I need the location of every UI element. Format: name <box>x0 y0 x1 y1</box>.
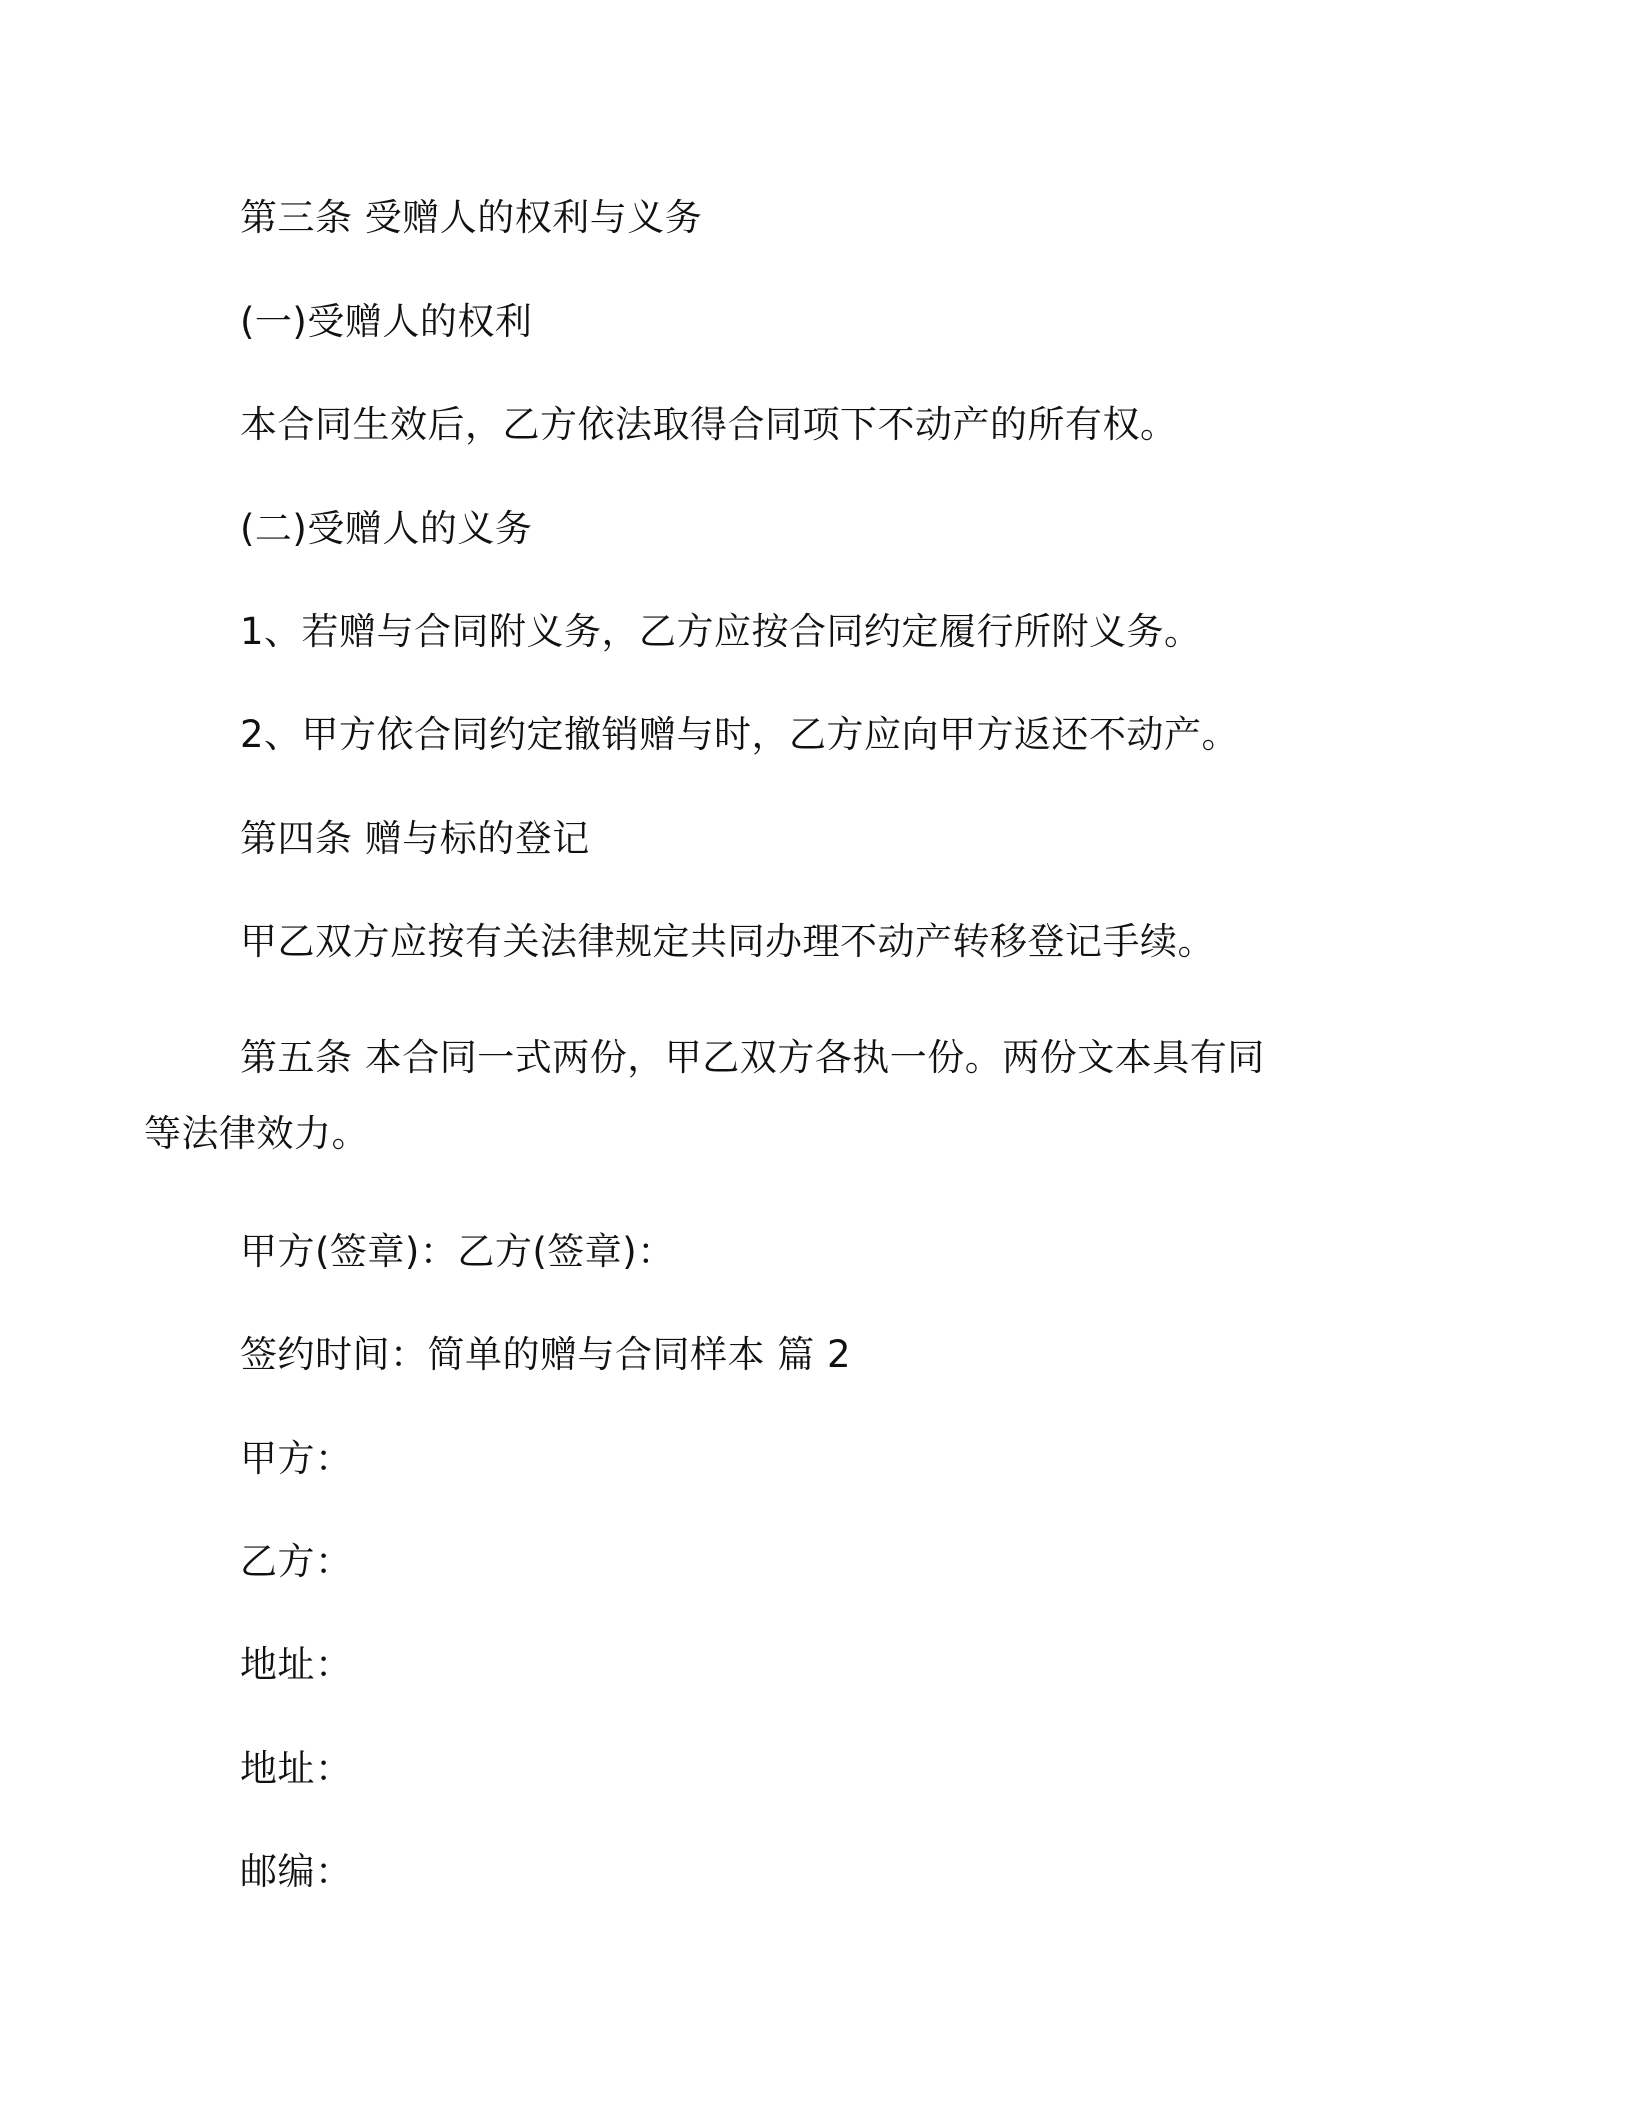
postcode-field: 邮编： <box>240 1850 353 1893</box>
address-field: 地址： <box>240 1643 353 1686</box>
section-1-heading: (一)受赠人的权利 <box>240 300 533 343</box>
address-field: 地址： <box>240 1747 353 1790</box>
article-4-heading: 第四条 赠与标的登记 <box>240 817 590 860</box>
signature-line: 甲方(签章)：乙方(签章)： <box>240 1230 675 1273</box>
party-b-field: 乙方： <box>240 1540 353 1583</box>
party-a-field: 甲方： <box>240 1437 353 1480</box>
section-2-heading: (二)受赠人的义务 <box>240 507 533 550</box>
paragraph: 甲乙双方应按有关法律规定共同办理不动产转移登记手续。 <box>240 920 1215 963</box>
paragraph: 本合同生效后，乙方依法取得合同项下不动产的所有权。 <box>240 403 1178 446</box>
article-5-paragraph <box>144 1020 1440 1172</box>
list-item: 2、甲方依合同约定撤销赠与时，乙方应向甲方返还不动产。 <box>240 713 1240 756</box>
signing-date-line: 签约时间：简单的赠与合同样本 篇 2 <box>240 1333 852 1376</box>
article-5-text: 第五条 本合同一式两份，甲乙双方各执一份。两份文本具有同等法律效力。 <box>144 1036 1265 1155</box>
article-3-heading: 第三条 受赠人的权利与义务 <box>240 196 703 239</box>
list-item: 1、若赠与合同附义务，乙方应按合同约定履行所附义务。 <box>240 610 1202 653</box>
